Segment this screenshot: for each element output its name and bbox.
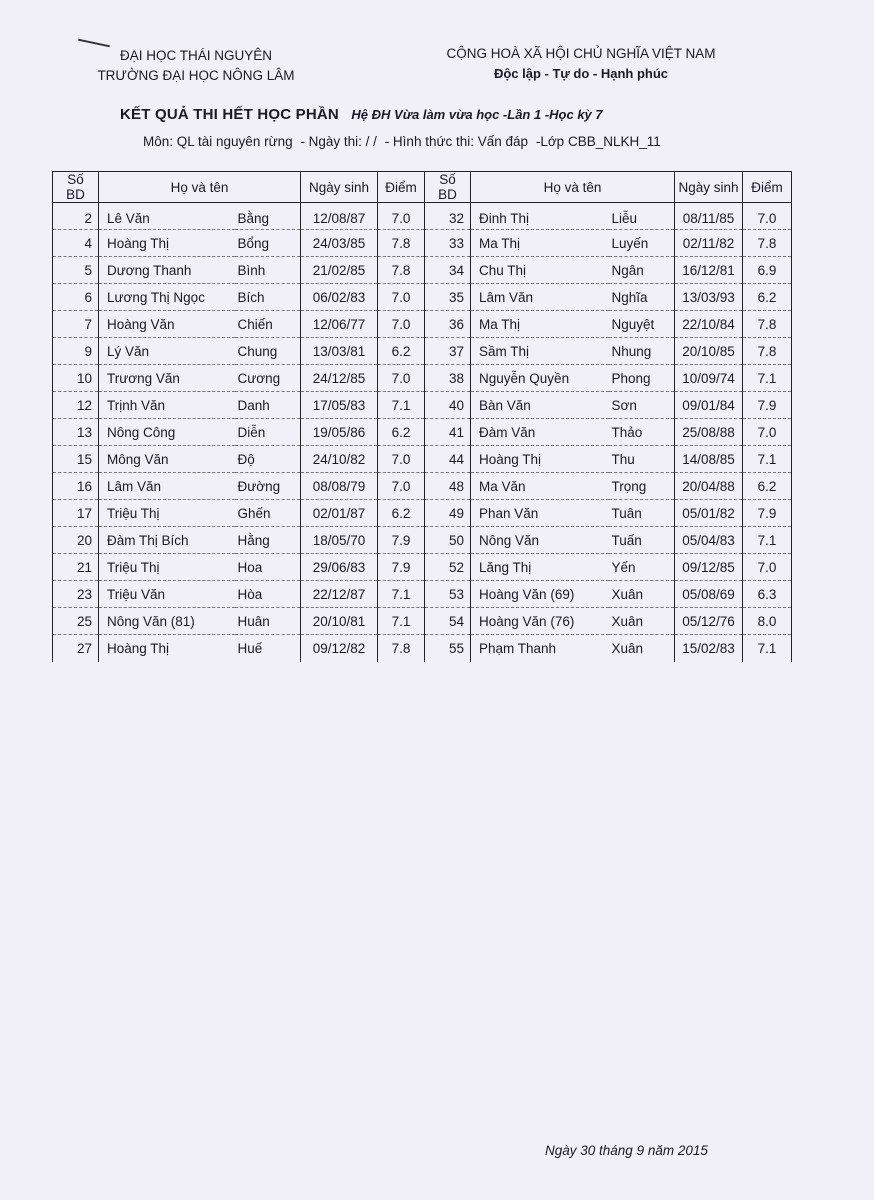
score: 7.8 (743, 230, 792, 257)
student-number: 6 (53, 284, 99, 311)
score: 6.3 (743, 581, 792, 608)
col-header-dob: Ngày sinh (675, 172, 743, 203)
student-number: 27 (53, 635, 99, 662)
table-row (53, 527, 792, 554)
table-row (53, 419, 792, 446)
family-name: Mông Văn (99, 446, 235, 473)
university-name: ĐẠI HỌC THÁI NGUYÊN (119, 48, 273, 63)
score: 7.0 (378, 311, 425, 338)
birth-date: 24/12/85 (301, 365, 378, 392)
family-name: Phạm Thanh (471, 635, 609, 662)
student-number: 32 (425, 203, 471, 230)
score: 7.9 (378, 527, 425, 554)
student-number: 9 (53, 338, 99, 365)
col-header-score: Điểm (378, 172, 425, 203)
given-name: Bích (235, 284, 301, 311)
family-name: Hoàng Văn (99, 311, 235, 338)
score: 7.1 (378, 608, 425, 635)
exam-form: - Hình thức thi: Vấn đáp (384, 134, 529, 149)
country-name: CỘNG HOÀ XÃ HỘI CHỦ NGHĨA VIỆT NAM (446, 46, 716, 61)
birth-date: 21/02/85 (301, 257, 378, 284)
birth-date: 20/04/88 (675, 473, 743, 500)
score: 7.1 (743, 365, 792, 392)
birth-date: 02/11/82 (675, 230, 743, 257)
student-number: 54 (425, 608, 471, 635)
birth-date: 08/11/85 (675, 203, 743, 230)
birth-date: 05/04/83 (675, 527, 743, 554)
student-number: 33 (425, 230, 471, 257)
birth-date: 06/02/83 (301, 284, 378, 311)
birth-date: 05/08/69 (675, 581, 743, 608)
family-name: Phan Văn (471, 500, 609, 527)
national-header (425, 44, 737, 84)
class-code: -Lớp CBB_NLKH_11 (535, 134, 661, 149)
student-number: 53 (425, 581, 471, 608)
family-name: Hoàng Thị (471, 446, 609, 473)
birth-date: 19/05/86 (301, 419, 378, 446)
family-name: Lâm Văn (99, 473, 235, 500)
score: 7.1 (378, 392, 425, 419)
birth-date: 05/01/82 (675, 500, 743, 527)
score: 7.1 (743, 527, 792, 554)
table-row (53, 554, 792, 581)
signing-date: Ngày 30 tháng 9 năm 2015 (545, 1143, 708, 1158)
school-name: TRƯỜNG ĐẠI HỌC NÔNG LÂM (97, 68, 295, 83)
family-name: Đàm Văn (471, 419, 609, 446)
birth-date: 02/01/87 (301, 500, 378, 527)
given-name: Ghến (235, 500, 301, 527)
birth-date: 12/06/77 (301, 311, 378, 338)
birth-date: 25/08/88 (675, 419, 743, 446)
student-number: 17 (53, 500, 99, 527)
student-number: 21 (53, 554, 99, 581)
score: 7.1 (743, 635, 792, 662)
document-title (120, 106, 603, 124)
given-name: Yến (609, 554, 675, 581)
score: 7.0 (378, 446, 425, 473)
table-row (53, 311, 792, 338)
given-name: Luyến (609, 230, 675, 257)
family-name: Nông Văn (471, 527, 609, 554)
student-number: 16 (53, 473, 99, 500)
table-row (53, 230, 792, 257)
score: 6.2 (743, 473, 792, 500)
given-name: Cương (235, 365, 301, 392)
table-row (53, 500, 792, 527)
family-name: Lăng Thị (471, 554, 609, 581)
given-name: Hoa (235, 554, 301, 581)
given-name: Nghĩa (609, 284, 675, 311)
family-name: Lâm Văn (471, 284, 609, 311)
birth-date: 24/03/85 (301, 230, 378, 257)
table-row (53, 473, 792, 500)
table-row (53, 203, 792, 230)
family-name: Hoàng Thị (99, 230, 235, 257)
table-row (53, 365, 792, 392)
student-number: 40 (425, 392, 471, 419)
score: 7.8 (743, 311, 792, 338)
table-row (53, 608, 792, 635)
student-number: 52 (425, 554, 471, 581)
family-name: Triệu Thị (99, 500, 235, 527)
family-name: Nông Công (99, 419, 235, 446)
student-number: 50 (425, 527, 471, 554)
student-number: 20 (53, 527, 99, 554)
score: 8.0 (743, 608, 792, 635)
score: 7.0 (743, 419, 792, 446)
birth-date: 10/09/74 (675, 365, 743, 392)
student-number: 36 (425, 311, 471, 338)
given-name: Thảo (609, 419, 675, 446)
family-name: Chu Thị (471, 257, 609, 284)
student-number: 13 (53, 419, 99, 446)
given-name: Phong (609, 365, 675, 392)
given-name: Huân (235, 608, 301, 635)
given-name: Hòa (235, 581, 301, 608)
student-number: 38 (425, 365, 471, 392)
family-name: Ma Thị (471, 230, 609, 257)
table-row (53, 338, 792, 365)
col-header-name: Họ và tên (471, 172, 675, 203)
birth-date: 16/12/81 (675, 257, 743, 284)
birth-date: 13/03/93 (675, 284, 743, 311)
score: 7.0 (743, 203, 792, 230)
family-name: Sầm Thị (471, 338, 609, 365)
given-name: Đường (235, 473, 301, 500)
score: 6.2 (743, 284, 792, 311)
given-name: Chung (235, 338, 301, 365)
family-name: Nông Văn (81) (99, 608, 235, 635)
family-name: Triệu Thị (99, 554, 235, 581)
given-name: Bình (235, 257, 301, 284)
birth-date: 15/02/83 (675, 635, 743, 662)
birth-date: 20/10/81 (301, 608, 378, 635)
given-name: Trọng (609, 473, 675, 500)
score: 7.9 (378, 554, 425, 581)
student-number: 4 (53, 230, 99, 257)
family-name: Nguyễn Quyền (471, 365, 609, 392)
score: 7.1 (378, 581, 425, 608)
student-number: 49 (425, 500, 471, 527)
score: 6.2 (378, 500, 425, 527)
family-name: Lương Thị Ngọc (99, 284, 235, 311)
score: 6.9 (743, 257, 792, 284)
score: 7.0 (378, 203, 425, 230)
score: 7.0 (378, 365, 425, 392)
given-name: Nguyệt (609, 311, 675, 338)
title-main: KẾT QUẢ THI HẾT HỌC PHẦN (120, 106, 339, 123)
given-name: Bằng (235, 203, 301, 230)
birth-date: 09/01/84 (675, 392, 743, 419)
student-number: 25 (53, 608, 99, 635)
title-sub: Hệ ĐH Vừa làm vừa học -Lần 1 -Học kỳ 7 (351, 107, 603, 122)
score: 7.0 (378, 284, 425, 311)
birth-date: 17/05/83 (301, 392, 378, 419)
family-name: Dương Thanh (99, 257, 235, 284)
student-number: 35 (425, 284, 471, 311)
col-header-name: Họ và tên (99, 172, 301, 203)
birth-date: 29/06/83 (301, 554, 378, 581)
exam-info (143, 134, 665, 149)
score: 7.1 (743, 446, 792, 473)
table-row (53, 284, 792, 311)
student-number: 48 (425, 473, 471, 500)
national-motto: Độc lập - Tự do - Hạnh phúc (493, 66, 669, 81)
col-header-sbd: Số BD (53, 172, 99, 203)
birth-date: 14/08/85 (675, 446, 743, 473)
results-table (52, 171, 792, 662)
student-number: 41 (425, 419, 471, 446)
student-number: 23 (53, 581, 99, 608)
family-name: Đàm Thị Bích (99, 527, 235, 554)
student-number: 55 (425, 635, 471, 662)
student-number: 15 (53, 446, 99, 473)
table-row (53, 392, 792, 419)
given-name: Tuân (609, 500, 675, 527)
score: 7.8 (378, 635, 425, 662)
student-number: 12 (53, 392, 99, 419)
family-name: Hoàng Văn (76) (471, 608, 609, 635)
given-name: Nhung (609, 338, 675, 365)
score: 7.9 (743, 500, 792, 527)
col-header-dob: Ngày sinh (301, 172, 378, 203)
given-name: Thu (609, 446, 675, 473)
student-number: 44 (425, 446, 471, 473)
subject: Môn: QL tài nguyên rừng (143, 134, 293, 149)
birth-date: 12/08/87 (301, 203, 378, 230)
given-name: Diễn (235, 419, 301, 446)
score: 7.8 (743, 338, 792, 365)
given-name: Độ (235, 446, 301, 473)
given-name: Ngân (609, 257, 675, 284)
exam-date: - Ngày thi: / / (300, 134, 377, 149)
birth-date: 18/05/70 (301, 527, 378, 554)
score: 7.0 (743, 554, 792, 581)
family-name: Ma Văn (471, 473, 609, 500)
student-number: 10 (53, 365, 99, 392)
student-number: 37 (425, 338, 471, 365)
birth-date: 09/12/85 (675, 554, 743, 581)
col-header-score: Điểm (743, 172, 792, 203)
birth-date: 22/12/87 (301, 581, 378, 608)
col-header-sbd: Số BD (425, 172, 471, 203)
given-name: Xuân (609, 635, 675, 662)
family-name: Hoàng Văn (69) (471, 581, 609, 608)
given-name: Tuấn (609, 527, 675, 554)
student-number: 34 (425, 257, 471, 284)
table-row (53, 446, 792, 473)
table-row (53, 581, 792, 608)
birth-date: 22/10/84 (675, 311, 743, 338)
family-name: Lê Văn (99, 203, 235, 230)
score: 7.8 (378, 230, 425, 257)
score: 7.8 (378, 257, 425, 284)
family-name: Hoàng Thị (99, 635, 235, 662)
family-name: Triệu Văn (99, 581, 235, 608)
given-name: Bổng (235, 230, 301, 257)
family-name: Trương Văn (99, 365, 235, 392)
given-name: Chiến (235, 311, 301, 338)
score: 7.9 (743, 392, 792, 419)
given-name: Xuân (609, 581, 675, 608)
given-name: Hằng (235, 527, 301, 554)
birth-date: 08/08/79 (301, 473, 378, 500)
table-row (53, 635, 792, 662)
given-name: Sơn (609, 392, 675, 419)
given-name: Liễu (609, 203, 675, 230)
given-name: Huế (235, 635, 301, 662)
family-name: Đinh Thị (471, 203, 609, 230)
score: 6.2 (378, 338, 425, 365)
table-header-row (53, 172, 792, 203)
birth-date: 13/03/81 (301, 338, 378, 365)
birth-date: 05/12/76 (675, 608, 743, 635)
institution-header (86, 46, 306, 86)
family-name: Ma Thị (471, 311, 609, 338)
birth-date: 24/10/82 (301, 446, 378, 473)
birth-date: 20/10/85 (675, 338, 743, 365)
student-number: 5 (53, 257, 99, 284)
birth-date: 09/12/82 (301, 635, 378, 662)
table-row (53, 257, 792, 284)
family-name: Trịnh Văn (99, 392, 235, 419)
score: 7.0 (378, 473, 425, 500)
family-name: Bàn Văn (471, 392, 609, 419)
family-name: Lý Văn (99, 338, 235, 365)
student-number: 7 (53, 311, 99, 338)
given-name: Xuân (609, 608, 675, 635)
score: 6.2 (378, 419, 425, 446)
student-number: 2 (53, 203, 99, 230)
given-name: Danh (235, 392, 301, 419)
